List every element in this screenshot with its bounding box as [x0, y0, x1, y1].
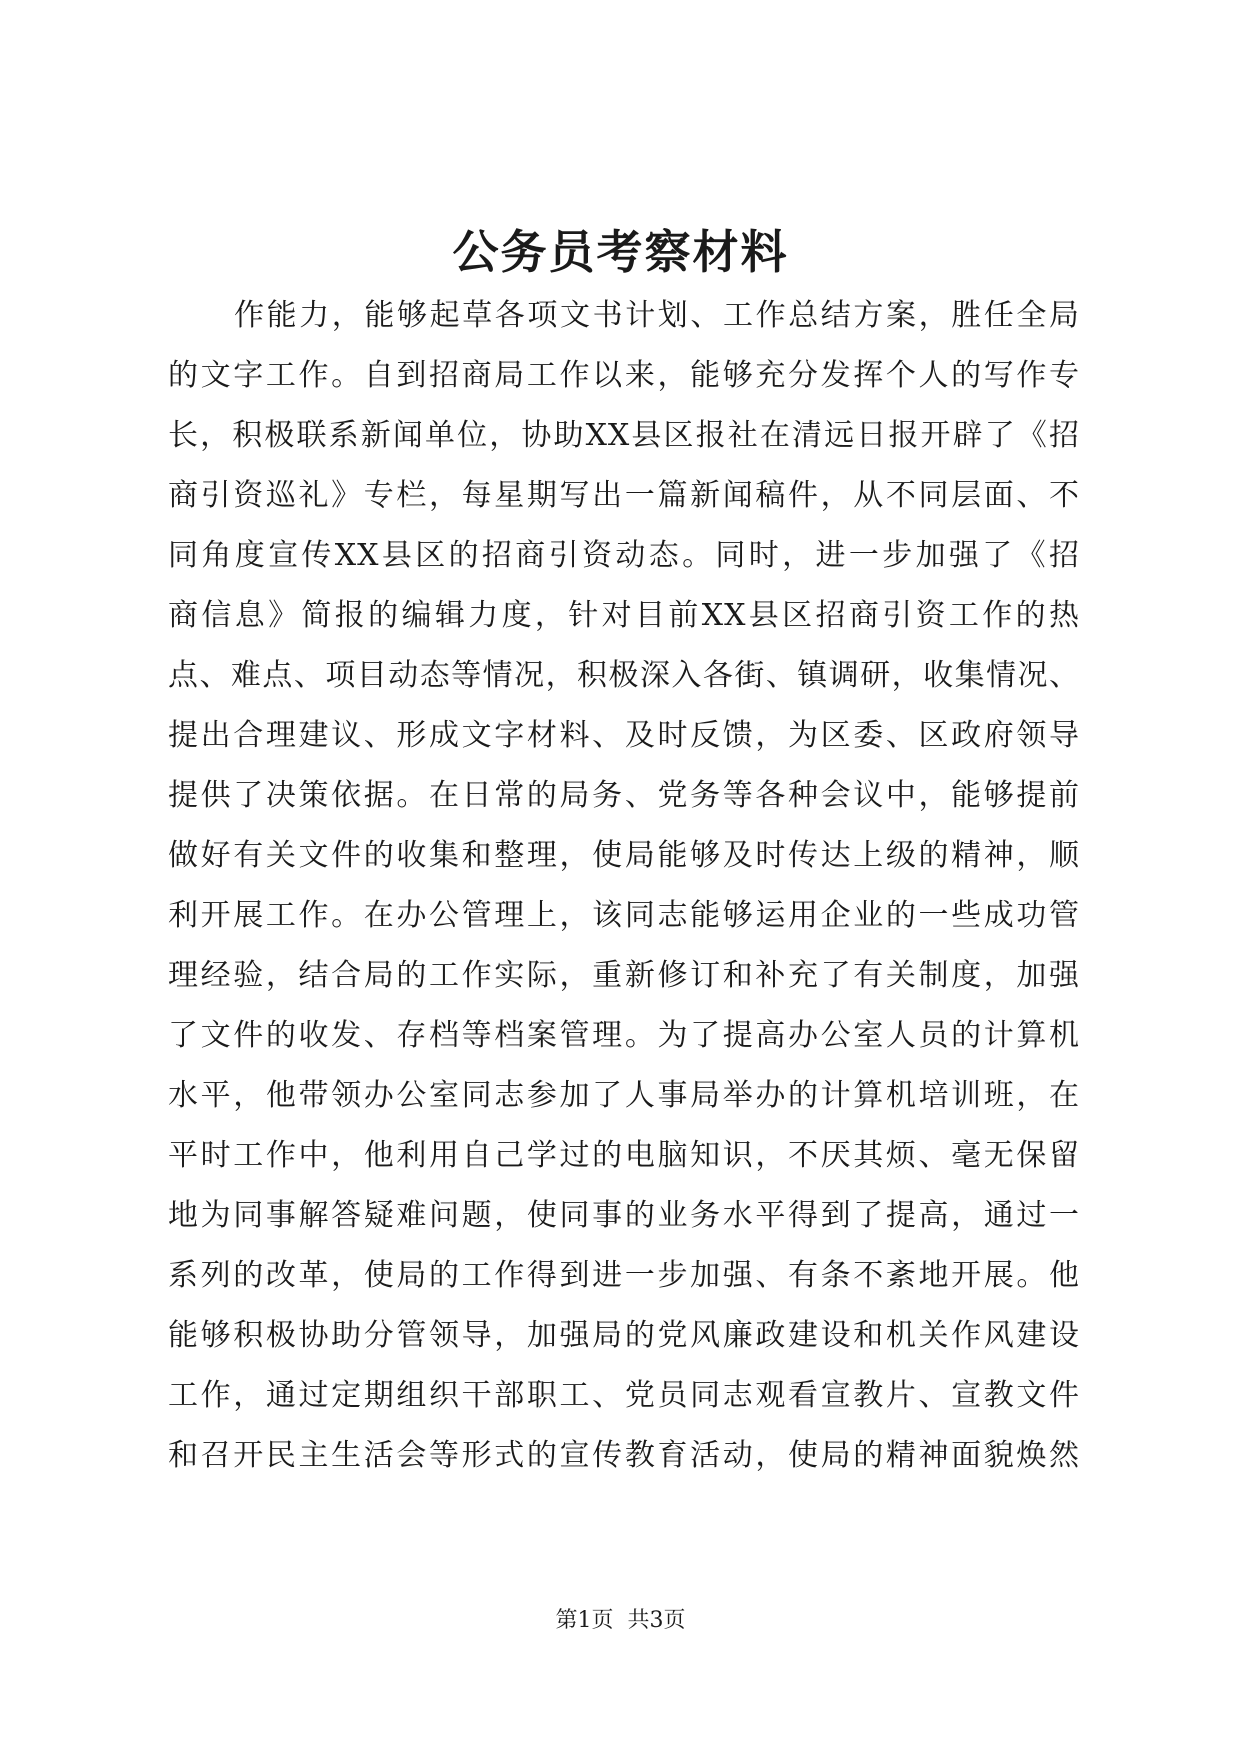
text-line: 做好有关文件的收集和整理，使局能够及时传达上级的精神，顺	[168, 838, 1080, 873]
text-line: 地为同事解答疑难问题，使同事的业务水平得到了提高，通过一	[168, 1198, 1080, 1233]
text-line: 工作，通过定期组织干部职工、党员同志观看宣教片、宣教文件	[168, 1378, 1080, 1413]
text-line: 理经验，结合局的工作实际，重新修订和补充了有关制度，加强	[168, 958, 1080, 993]
text-line: 能够积极协助分管领导，加强局的党风廉政建设和机关作风建设	[168, 1318, 1080, 1353]
text-line: 平时工作中，他利用自己学过的电脑知识，不厌其烦、毫无保留	[168, 1138, 1080, 1173]
text-line: 了文件的收发、存档等档案管理。为了提高办公室人员的计算机	[168, 1018, 1080, 1053]
page-footer	[0, 1606, 1241, 1636]
text-line: 系列的改革，使局的工作得到进一步加强、有条不紊地开展。他	[168, 1258, 1080, 1293]
page-title: 公务员考察材料	[452, 225, 789, 279]
text-line: 的文字工作。自到招商局工作以来，能够充分发挥个人的写作专	[168, 358, 1080, 393]
text-line: 利开展工作。在办公管理上，该同志能够运用企业的一些成功管	[168, 898, 1080, 933]
text-line: 提供了决策依据。在日常的局务、党务等各种会议中，能够提前	[168, 778, 1080, 813]
text-line: 点、难点、项目动态等情况，积极深入各街、镇调研，收集情况、	[168, 658, 1080, 693]
text-line: 商引资巡礼》专栏，每星期写出一篇新闻稿件，从不同层面、不	[168, 478, 1080, 513]
text-line: 水平，他带领办公室同志参加了人事局举办的计算机培训班，在	[168, 1078, 1080, 1113]
page-number: 第1页	[555, 1608, 614, 1633]
text-line: 同角度宣传XX县区的招商引资动态。同时，进一步加强了《招	[168, 538, 1080, 573]
text-line: 和召开民主生活会等形式的宣传教育活动，使局的精神面貌焕然	[168, 1438, 1080, 1473]
body-paragraph	[168, 286, 1080, 1486]
text-line: 商信息》简报的编辑力度，针对目前XX县区招商引资工作的热	[168, 598, 1080, 633]
text-line: 长，积极联系新闻单位，协助XX县区报社在清远日报开辟了《招	[168, 418, 1080, 453]
text-line: 提出合理建议、形成文字材料、及时反馈，为区委、区政府领导	[168, 718, 1080, 753]
page-total: 共3页	[627, 1608, 686, 1633]
text-line: 作能力，能够起草各项文书计划、工作总结方案，胜任全局	[234, 298, 1080, 333]
